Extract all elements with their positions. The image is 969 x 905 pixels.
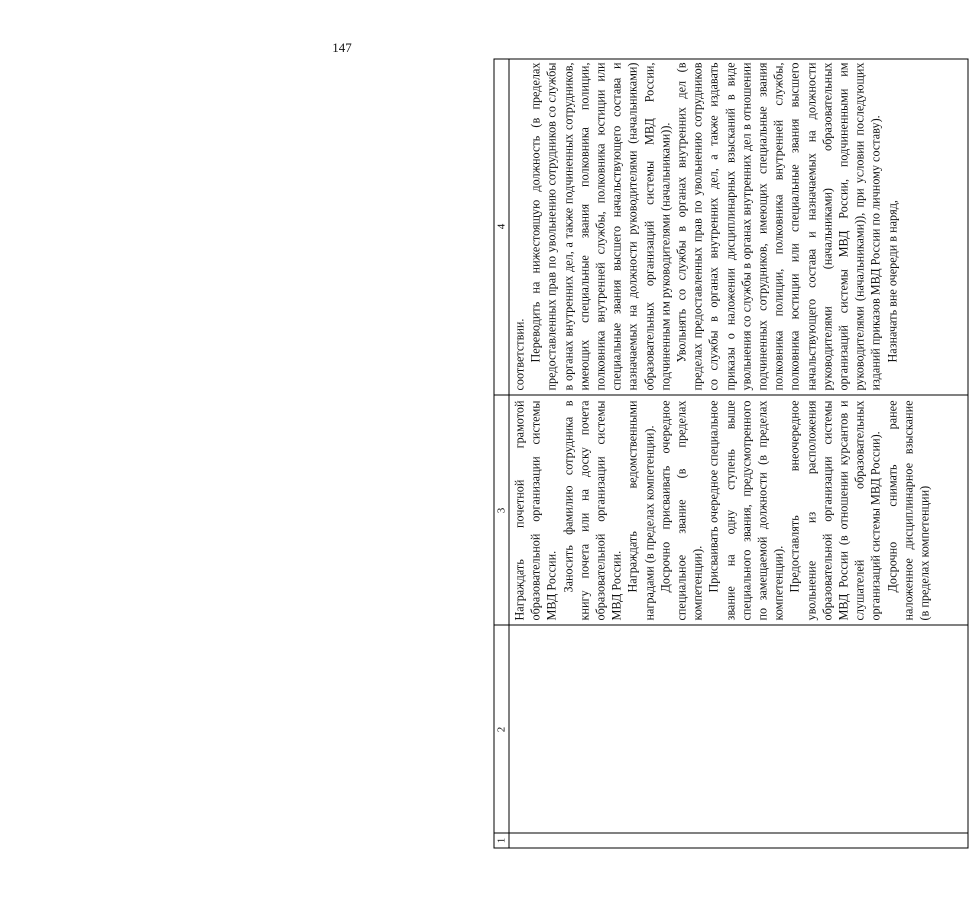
table-header-row: [495, 60, 510, 848]
powers-paragraph: Увольнять со службы в органах внутренних дел (в пределах предоставленных прав по увольнению сотрудников со службы в органах внутренних дел, а также издавать приказы о наложении дисциплинарных взысканий в виде увольнения со службы в органах внутренних дел в отношении подчиненных сотрудников, имеющих специальные звания полковника полиции, полковника внутренней службы, полковника юстиции или специальные звания высшего начальствующего состава и назначаемых на должности руководителями (начальниками) образовательных организаций системы МВД России, подчиненными им руководителями (начальниками)), при условии последующих изданий приказов МВД России по личному составу).: [674, 62, 883, 391]
column-4-powers: [509, 58, 968, 396]
measure-paragraph: Присваивать очередное специальное звание на одну ступень выше специального звания, предусмотренного по замещаемой должности (в пределах компетенции).: [706, 400, 786, 621]
powers-paragraph: Переводить на нижестоящую должность (в пределах предоставленных прав по увольнению сотрудников со службы в органах внутренних дел, а также подчиненных сотрудников, имеющих специальные звания полковника полиции, полковника внутренней службы, полковника юстиции или специальные звания высшего начальствующего состава и назначаемых на должности руководителями (начальниками) образовательных организаций системы МВД России, подчиненным им руководителями (начальниками)).: [528, 62, 673, 391]
rotated-table-area: [99, 58, 932, 848]
measure-paragraph: Заносить фамилию сотрудника в книгу почета или на доску почета образовательной организации системы МВД России.: [561, 400, 624, 621]
header-col-3: 3: [495, 507, 508, 514]
disciplinary-table: [494, 59, 969, 849]
powers-paragraph: соответствии.: [512, 318, 527, 391]
header-col-1: 1: [495, 837, 508, 844]
column-3-measures: [509, 396, 968, 626]
measure-paragraph: Досрочно снимать ранее наложенное дисциплинарное взыскание (в пределах компетенции): [885, 400, 932, 621]
measure-paragraph: Досрочно присваивать очередное специальное звание (в пределах компетенции).: [658, 400, 705, 621]
column-divider: [495, 833, 968, 834]
measure-paragraph: Награждать почетной грамотой образовательной организации системы МВД России.: [512, 400, 559, 621]
header-col-4: 4: [495, 223, 508, 230]
measure-paragraph: Награждать ведомственными наградами (в пределах компетенции).: [625, 400, 657, 621]
measure-paragraph: Предоставлять внеочередное увольнение из расположения образовательной организации системы МВД России (в отношении курсантов и слушателей образовательных организаций системы МВД России).: [787, 400, 883, 621]
powers-paragraph: Назначать вне очереди в наряд,: [885, 200, 900, 363]
header-col-2: 2: [495, 726, 508, 733]
page-number: 147: [332, 40, 352, 55]
